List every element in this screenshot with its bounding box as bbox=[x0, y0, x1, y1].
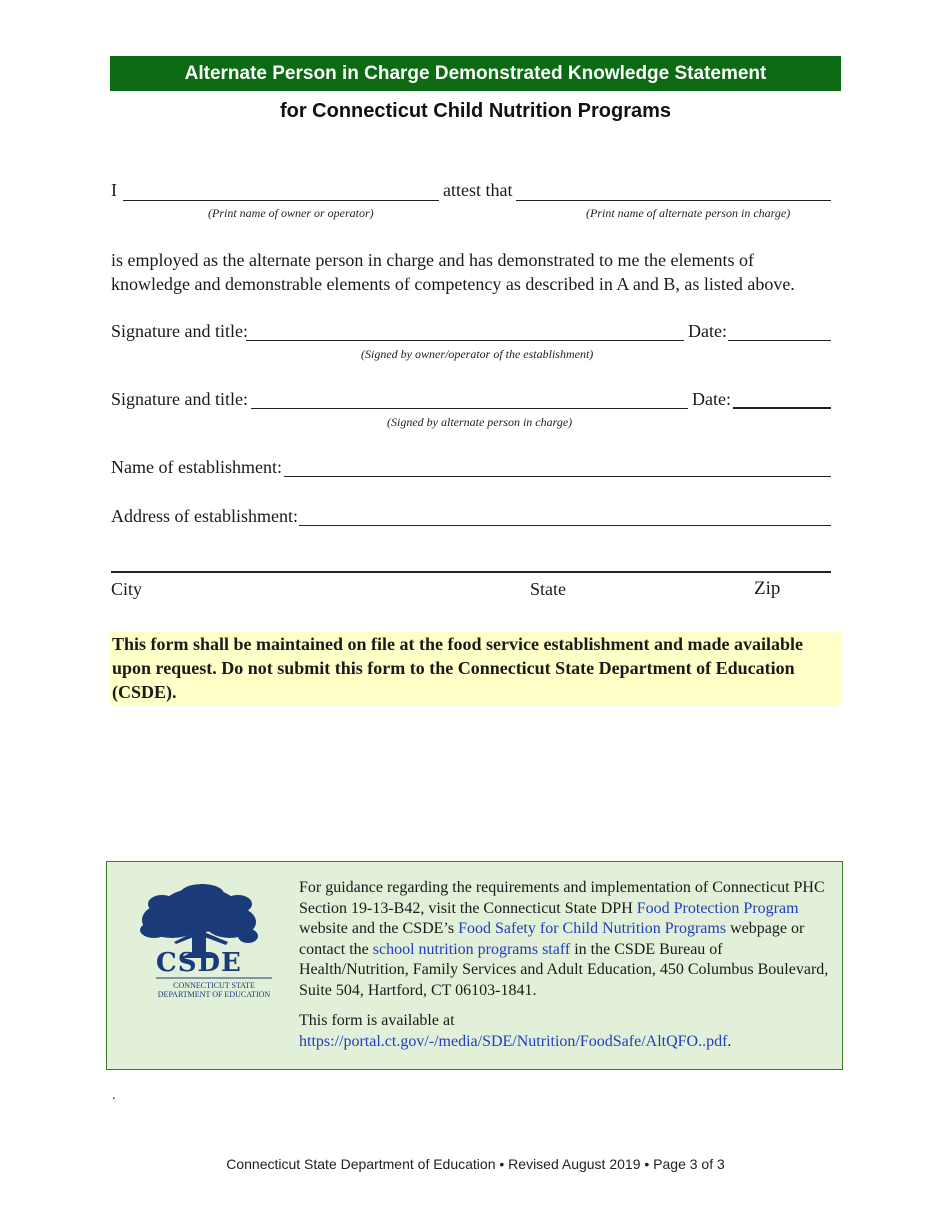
establishment-name-label: Name of establishment: bbox=[111, 457, 282, 477]
alternate-name-field[interactable] bbox=[516, 181, 831, 201]
owner-signature-caption: (Signed by owner/operator of the establishment) bbox=[361, 347, 594, 361]
alternate-signature-caption: (Signed by alternate person in charge) bbox=[387, 415, 573, 429]
alternate-signature-label: Signature and title: bbox=[111, 389, 248, 409]
logo-caption bbox=[152, 981, 276, 999]
statement-paragraph bbox=[111, 248, 851, 296]
statement-line-1: is employed as the alternate person in charge and has demonstrated to me the elements of bbox=[111, 250, 754, 270]
owner-signature-field[interactable] bbox=[246, 322, 684, 341]
alternate-date-field[interactable] bbox=[733, 390, 831, 409]
form-subtitle: for Connecticut Child Nutrition Programs bbox=[279, 100, 672, 122]
school-nutrition-staff-link[interactable]: school nutrition programs staff bbox=[372, 940, 571, 958]
attest-i-label: I bbox=[111, 180, 117, 200]
owner-name-field[interactable] bbox=[123, 181, 439, 201]
establishment-name-field[interactable] bbox=[284, 458, 831, 477]
notice-line-3: (CSDE). bbox=[112, 682, 177, 702]
csde-logo bbox=[132, 882, 278, 1002]
owner-signature-label: Signature and title: bbox=[111, 321, 248, 341]
notice-line-1: This form shall be maintained on file at the food service establishment and made available bbox=[112, 634, 804, 654]
logo-line-2: DEPARTMENT OF EDUCATION bbox=[157, 990, 271, 999]
establishment-address-field[interactable] bbox=[299, 507, 831, 526]
attest-that-label: attest that bbox=[443, 180, 513, 200]
alternate-name-caption: (Print name of alternate person in charge) bbox=[586, 206, 791, 220]
guidance-text-4: in the CSDE Bureau of Health/Nutrition, Family Services and Adult Education, 450 Columbus Boulevard, Suite 504, Hartford, CT 06103-1841. bbox=[299, 940, 829, 999]
establishment-address-label: Address of establishment: bbox=[111, 506, 298, 526]
guidance-text-1: For guidance regarding the requirements and implementation of Connecticut PHC Section 19-13-B42, visit the Connecticut State DPH bbox=[299, 879, 825, 917]
alternate-date-label: Date: bbox=[692, 389, 731, 409]
notice-line-2: upon request. Do not submit this form to the Connecticut State Department of Education bbox=[112, 658, 795, 678]
form-url-link[interactable]: https://portal.ct.gov/-/media/SDE/Nutrition/FoodSafe/AltQFO..pdf bbox=[299, 1032, 728, 1050]
guidance-paragraph bbox=[299, 878, 834, 1001]
zip-label: Zip bbox=[754, 578, 781, 599]
guidance-text-2: website and the CSDE’s bbox=[299, 920, 459, 937]
city-state-zip-field[interactable] bbox=[111, 556, 831, 573]
statement-line-2: knowledge and demonstrable elements of competency as described in A and B, as listed above. bbox=[111, 274, 795, 294]
food-safety-link[interactable]: Food Safety for Child Nutrition Programs bbox=[458, 920, 727, 937]
page-footer: Connecticut State Department of Education • Revised August 2019 • Page 3 of 3 bbox=[226, 1156, 725, 1172]
stray-mark: . bbox=[112, 1088, 116, 1103]
retention-notice bbox=[110, 632, 841, 705]
alternate-signature-field[interactable] bbox=[251, 390, 688, 409]
owner-date-label: Date: bbox=[688, 321, 727, 341]
food-protection-program-link[interactable]: Food Protection Program bbox=[636, 899, 799, 917]
logo-line-1: CONNECTICUT STATE bbox=[173, 981, 255, 990]
state-label: State bbox=[530, 579, 566, 599]
form-title: Alternate Person in Charge Demonstrated Knowledge Statement bbox=[184, 63, 767, 84]
form-title-banner bbox=[110, 56, 841, 91]
city-label: City bbox=[111, 579, 143, 599]
owner-name-caption: (Print name of owner or operator) bbox=[208, 206, 374, 220]
availability-prefix: This form is available at bbox=[299, 1012, 455, 1029]
owner-date-field[interactable] bbox=[728, 322, 831, 341]
availability-suffix: . bbox=[727, 1032, 732, 1050]
availability-paragraph bbox=[299, 1011, 834, 1052]
guidance-text bbox=[299, 878, 834, 1052]
logo-acronym: CSDE bbox=[156, 948, 242, 978]
guidance-text-3: webpage or contact the bbox=[299, 920, 805, 958]
